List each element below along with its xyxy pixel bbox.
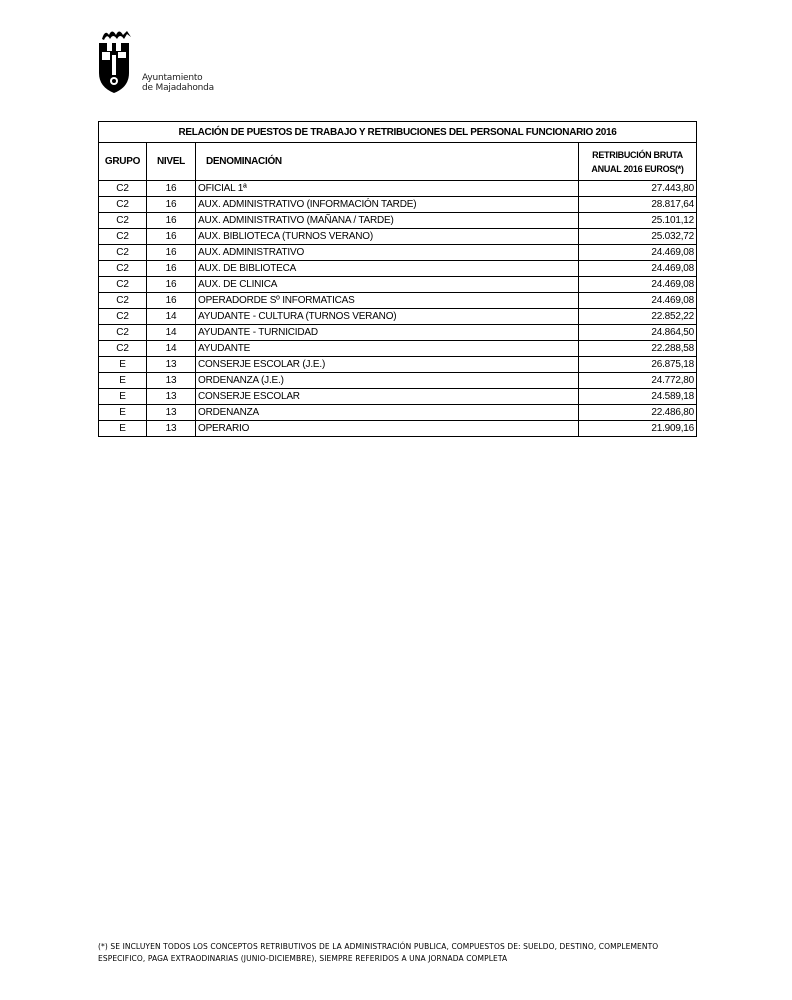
column-header-grupo: GRUPO xyxy=(99,143,147,181)
cell-nivel: 16 xyxy=(147,277,196,293)
cell-nivel: 13 xyxy=(147,357,196,373)
cell-retribucion: 24.469,08 xyxy=(579,277,697,293)
cell-nivel: 13 xyxy=(147,405,196,421)
table-row xyxy=(99,389,697,405)
cell-retribucion: 24.469,08 xyxy=(579,245,697,261)
cell-retribucion: 24.469,08 xyxy=(579,293,697,309)
cell-denominacion: CONSERJE ESCOLAR (J.E.) xyxy=(196,357,579,373)
cell-denominacion: OPERARIO xyxy=(196,421,579,437)
cell-nivel: 13 xyxy=(147,421,196,437)
cell-nivel: 16 xyxy=(147,229,196,245)
table-row xyxy=(99,357,697,373)
column-header-retribucion-line1: RETRIBUCIÓN BRUTA xyxy=(592,149,683,160)
table-title-row xyxy=(99,122,697,143)
cell-nivel: 16 xyxy=(147,197,196,213)
table-title: RELACIÓN DE PUESTOS DE TRABAJO Y RETRIBUCIONES DEL PERSONAL FUNCIONARIO 2016 xyxy=(99,122,697,143)
cell-grupo: E xyxy=(99,405,147,421)
cell-grupo: E xyxy=(99,373,147,389)
column-header-retribucion-line2: ANUAL 2016 EUROS(*) xyxy=(591,163,684,174)
cell-nivel: 16 xyxy=(147,181,196,197)
cell-grupo: C2 xyxy=(99,293,147,309)
table-row xyxy=(99,309,697,325)
cell-grupo: C2 xyxy=(99,181,147,197)
table-row xyxy=(99,245,697,261)
column-header-nivel: NIVEL xyxy=(147,143,196,181)
cell-denominacion: AYUDANTE xyxy=(196,341,579,357)
cell-retribucion: 22.852,22 xyxy=(579,309,697,325)
cell-retribucion: 25.032,72 xyxy=(579,229,697,245)
cell-retribucion: 24.589,18 xyxy=(579,389,697,405)
cell-denominacion: AUX. DE CLINICA xyxy=(196,277,579,293)
cell-nivel: 14 xyxy=(147,341,196,357)
column-header-denominacion: DENOMINACIÓN xyxy=(196,143,579,181)
column-header-retribucion xyxy=(579,143,697,181)
cell-retribucion: 24.469,08 xyxy=(579,261,697,277)
cell-denominacion: CONSERJE ESCOLAR xyxy=(196,389,579,405)
cell-denominacion: AUX. BIBLIOTECA (TURNOS VERANO) xyxy=(196,229,579,245)
cell-nivel: 16 xyxy=(147,213,196,229)
cell-nivel: 14 xyxy=(147,325,196,341)
cell-nivel: 13 xyxy=(147,373,196,389)
cell-nivel: 16 xyxy=(147,245,196,261)
cell-grupo: C2 xyxy=(99,309,147,325)
cell-retribucion: 24.864,50 xyxy=(579,325,697,341)
logo-text xyxy=(142,73,214,93)
cell-retribucion: 26.875,18 xyxy=(579,357,697,373)
table-row xyxy=(99,341,697,357)
table-row xyxy=(99,373,697,389)
cell-grupo: C2 xyxy=(99,197,147,213)
cell-grupo: C2 xyxy=(99,277,147,293)
cell-retribucion: 24.772,80 xyxy=(579,373,697,389)
cell-grupo: E xyxy=(99,389,147,405)
cell-denominacion: AUX. ADMINISTRATIVO (INFORMACIÓN TARDE) xyxy=(196,197,579,213)
table-header-row xyxy=(99,143,697,181)
table-row xyxy=(99,261,697,277)
cell-denominacion: ORDENANZA xyxy=(196,405,579,421)
cell-retribucion: 27.443,80 xyxy=(579,181,697,197)
salary-table xyxy=(98,121,697,437)
cell-nivel: 16 xyxy=(147,261,196,277)
table-row xyxy=(99,197,697,213)
table-row xyxy=(99,293,697,309)
cell-grupo: C2 xyxy=(99,261,147,277)
cell-retribucion: 25.101,12 xyxy=(579,213,697,229)
cell-grupo: E xyxy=(99,421,147,437)
cell-denominacion: OFICIAL 1ª xyxy=(196,181,579,197)
cell-retribucion: 22.288,58 xyxy=(579,341,697,357)
footnote-line-2: ESPECIFICO, PAGA EXTRAODINARIAS (JUNIO-DICIEMBRE), SIEMPRE REFERIDOS A UNA JORNADA COMPLETA xyxy=(98,954,508,963)
cell-grupo: C2 xyxy=(99,325,147,341)
table-row xyxy=(99,181,697,197)
cell-retribucion: 28.817,64 xyxy=(579,197,697,213)
table-row xyxy=(99,213,697,229)
cell-denominacion: AYUDANTE - TURNICIDAD xyxy=(196,325,579,341)
table-row xyxy=(99,405,697,421)
cell-nivel: 16 xyxy=(147,293,196,309)
cell-grupo: C2 xyxy=(99,245,147,261)
cell-nivel: 13 xyxy=(147,389,196,405)
table-row xyxy=(99,325,697,341)
cell-nivel: 14 xyxy=(147,309,196,325)
cell-grupo: C2 xyxy=(99,229,147,245)
table-row xyxy=(99,229,697,245)
cell-denominacion: OPERADORDE Sº INFORMATICAS xyxy=(196,293,579,309)
cell-retribucion: 21.909,16 xyxy=(579,421,697,437)
cell-grupo: E xyxy=(99,357,147,373)
cell-denominacion: AUX. ADMINISTRATIVO (MAÑANA / TARDE) xyxy=(196,213,579,229)
cell-denominacion: AUX. DE BIBLIOTECA xyxy=(196,261,579,277)
logo-line-2: de Majadahonda xyxy=(142,83,214,93)
footnote-line-1: (*) SE INCLUYEN TODOS LOS CONCEPTOS RETRIBUTIVOS DE LA ADMINISTRACIÓN PUBLICA, COMPUESTOS DE: SUELDO, DESTINO, COMPLEMENTO xyxy=(98,942,659,951)
footnote xyxy=(98,941,698,965)
cell-grupo: C2 xyxy=(99,341,147,357)
cell-denominacion: ORDENANZA (J.E.) xyxy=(196,373,579,389)
cell-grupo: C2 xyxy=(99,213,147,229)
table-row xyxy=(99,277,697,293)
cell-denominacion: AUX. ADMINISTRATIVO xyxy=(196,245,579,261)
logo-line-1: Ayuntamiento xyxy=(142,73,203,83)
table-row xyxy=(99,421,697,437)
cell-retribucion: 22.486,80 xyxy=(579,405,697,421)
cell-denominacion: AYUDANTE - CULTURA (TURNOS VERANO) xyxy=(196,309,579,325)
